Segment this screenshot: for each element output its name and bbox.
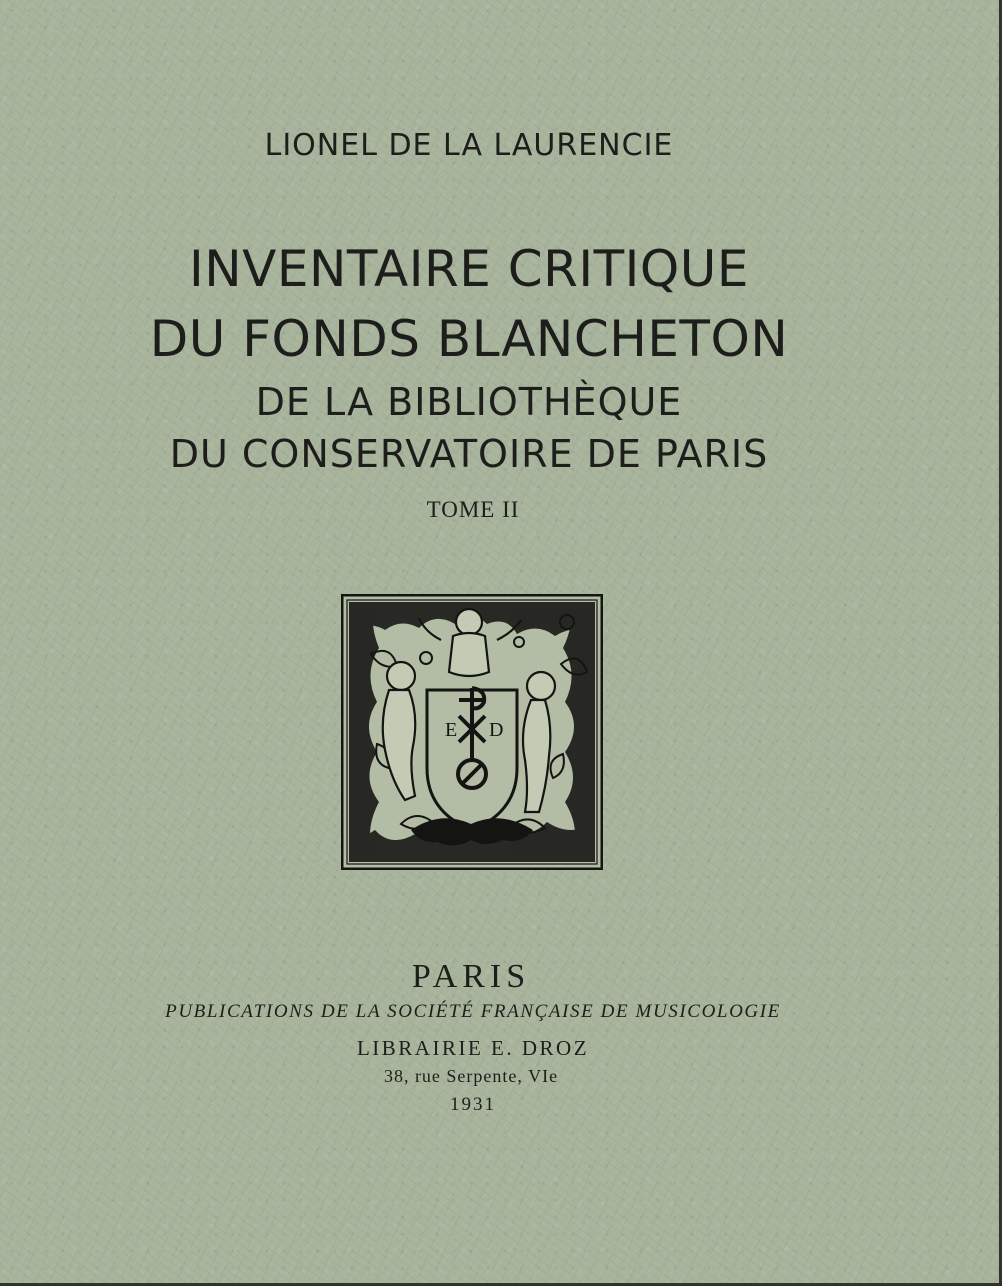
- imprint-city: PARIS: [411, 958, 531, 995]
- author-name: LIONEL DE LA LAURENCIE: [264, 128, 674, 163]
- title-line-1: INVENTAIRE CRITIQUE: [189, 240, 749, 298]
- printers-mark-woodcut-icon: [341, 594, 603, 870]
- imprint-bookseller: LIBRAIRIE E. DROZ: [356, 1036, 590, 1060]
- imprint-address: 38, rue Serpente, VIe: [383, 1066, 559, 1086]
- title-line-4: DU CONSERVATOIRE DE PARIS: [169, 432, 769, 476]
- emblem-monogram-right: D: [489, 719, 504, 741]
- imprint-publisher: PUBLICATIONS DE LA SOCIÉTÉ FRANÇAISE DE MUSICOLOGIE: [165, 1001, 781, 1022]
- title-line-2: DU FONDS BLANCHETON: [149, 310, 789, 368]
- imprint-year: 1931: [450, 1094, 496, 1115]
- title-line-3: DE LA BIBLIOTHÈQUE: [255, 380, 683, 424]
- emblem-monogram-left: E: [445, 719, 458, 741]
- volume-label: TOME II: [426, 497, 520, 522]
